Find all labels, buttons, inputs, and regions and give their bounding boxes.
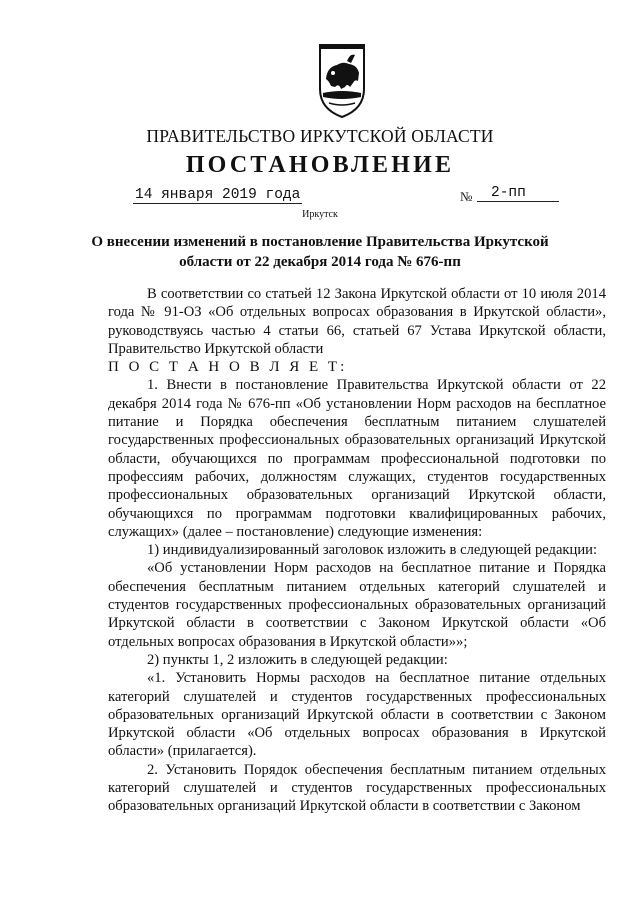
resolves-heading: П О С Т А Н О В Л Я Е Т: <box>108 359 348 376</box>
body-paragraph: «1. Установить Нормы расходов на бесплатное питание отдельных категорий слушателей и студентов государственных профессиональных образовательных организаций Иркутской области в соответствии с Законом Иркутской области «Об отдельных вопросах образования в Иркутской области» (прилагается). <box>108 670 606 760</box>
document-date: 14 января 2019 года <box>135 187 301 203</box>
document-body <box>108 285 606 816</box>
body-paragraph: 1. Внести в постановление Правительства Иркутской области от 22 декабря 2014 года № 676-пп «Об установлении Норм расходов на бесплатное питание и Порядка обеспечения бесплатным питанием слушателей государственных профессиональных образовательных организаций Иркутской области, обучающихся по программам профессиональной подготовки по профессиям рабочих, должностям служащих, студентов государственных профессиональных образовательных организаций Иркутской области, обучающихся по программам подготовки квалифицированных рабочих, служащих» (далее – постановление) следующие изменения: <box>108 377 606 540</box>
body-paragraph: 1) индивидуализированный заголовок изложить в следующей редакции: <box>147 542 597 559</box>
government-title: ПРАВИТЕЛЬСТВО ИРКУТСКОЙ ОБЛАСТИ <box>146 126 494 146</box>
city-label: Иркутск <box>302 209 338 220</box>
body-paragraph: 2. Установить Порядок обеспечения бесплатным питанием отдельных категорий слушателей и студентов государственных профессиональных образовательных организаций Иркутской области в соответствии с Законом <box>108 761 606 815</box>
body-paragraph: «Об установлении Норм расходов на бесплатное питание и Порядка обеспечения бесплатным питанием отдельных категорий слушателей и студентов государственных профессиональных образовательных организаций Иркутской области в соответствии с Законом Иркутской области «Об отдельных вопросах образования в Иркутской области»»; <box>108 560 606 650</box>
preamble-paragraph: В соответствии со статьей 12 Закона Иркутской области от 10 июля 2014 года № 91-ОЗ «Об отдельных вопросах образования в Иркутской области», руководствуясь частью 4 статьи 66, статьей 67 Устава Иркутской области, Правительство Иркутской области <box>108 286 606 357</box>
document-subject: О внесении изменений в постановление Правительства Иркутской области от 22 декабря 2014 года № 676-пп <box>91 234 549 270</box>
irkutsk-coat-of-arms-icon <box>317 43 367 119</box>
body-paragraph: 2) пункты 1, 2 изложить в следующей редакции: <box>147 651 448 668</box>
number-sign: № <box>460 189 473 204</box>
document-type-title: ПОСТАНОВЛЕНИЕ <box>185 152 455 178</box>
document-number: 2-пп <box>477 185 559 202</box>
